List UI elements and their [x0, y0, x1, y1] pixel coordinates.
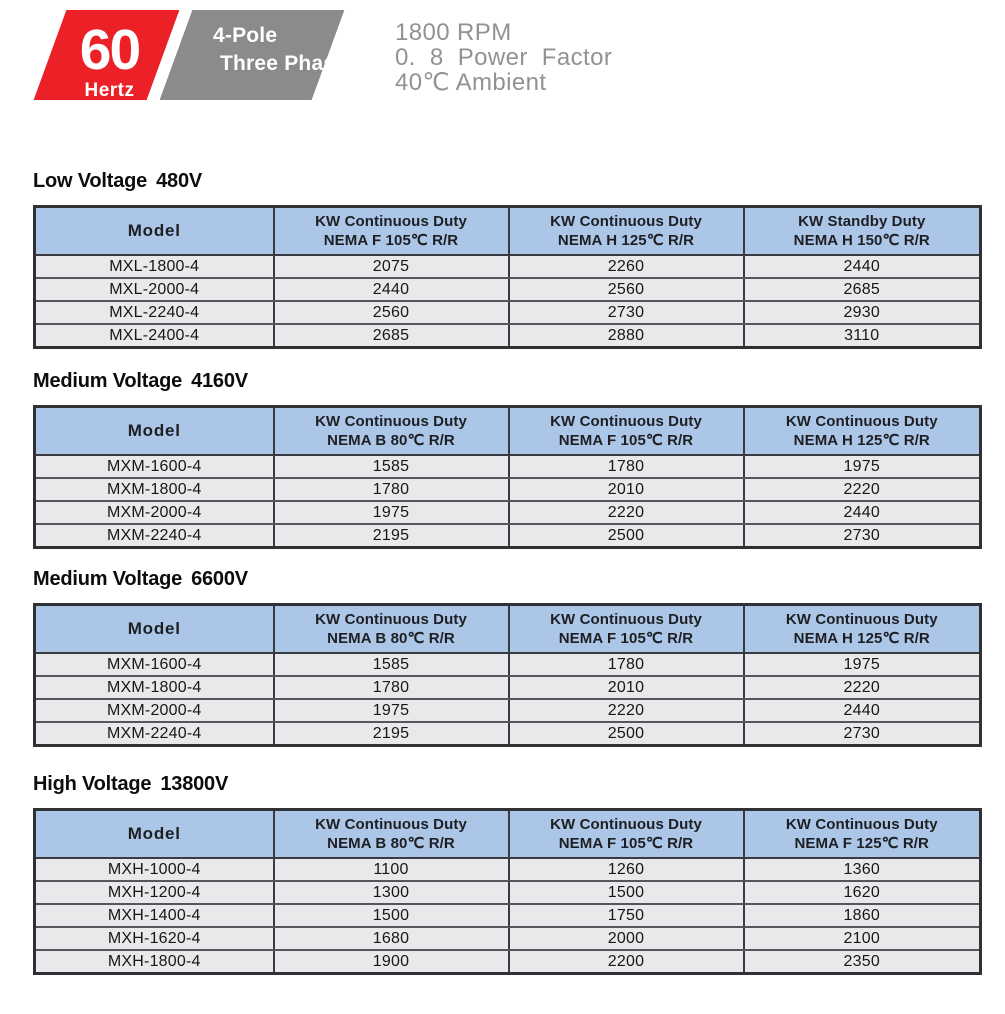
section-title-label: Low Voltage — [33, 170, 148, 192]
model-cell: MXH-1800-4 — [35, 950, 274, 974]
model-cell: MXM-1600-4 — [35, 653, 274, 676]
kw-value-cell: 1975 — [744, 653, 981, 676]
column-header: KW Continuous Duty NEMA F 105℃ R/R — [509, 407, 744, 456]
table-body — [35, 255, 981, 348]
kw-value-cell: 2440 — [274, 278, 509, 301]
kw-value-cell: 1260 — [509, 858, 744, 881]
kw-value-cell: 1780 — [274, 676, 509, 699]
kw-value-cell: 2730 — [744, 524, 981, 548]
model-cell: MXH-1400-4 — [35, 904, 274, 927]
section-title-label: Medium Voltage — [33, 568, 183, 590]
kw-value-cell: 2260 — [509, 255, 744, 278]
column-header: KW Continuous Duty NEMA F 105℃ R/R — [274, 207, 509, 256]
rpm-text: 1800 RPM — [395, 19, 512, 46]
spec-table — [33, 405, 982, 549]
table-row — [35, 324, 981, 348]
kw-value-cell: 1860 — [744, 904, 981, 927]
kw-value-cell: 1780 — [509, 653, 744, 676]
section-title-voltage: 4160V — [191, 370, 248, 392]
table-head — [35, 407, 981, 456]
model-cell: MXM-2000-4 — [35, 699, 274, 722]
section-title-voltage: 13800V — [160, 773, 229, 795]
kw-value-cell: 1900 — [274, 950, 509, 974]
spec-table — [33, 808, 982, 975]
voltage-section — [33, 773, 979, 975]
column-header: KW Continuous Duty NEMA F 105℃ R/R — [509, 605, 744, 654]
model-cell: MXH-1200-4 — [35, 881, 274, 904]
column-header-model: Model — [35, 207, 274, 256]
table-row — [35, 301, 981, 324]
table-row — [35, 278, 981, 301]
spec-table — [33, 603, 982, 747]
section-title-label: Medium Voltage — [33, 370, 183, 392]
kw-value-cell: 2440 — [744, 699, 981, 722]
table-row — [35, 501, 981, 524]
kw-value-cell: 2195 — [274, 524, 509, 548]
kw-value-cell: 2220 — [509, 699, 744, 722]
table-row — [35, 699, 981, 722]
column-header-model: Model — [35, 407, 274, 456]
kw-value-cell: 1620 — [744, 881, 981, 904]
phase-label: Three Phase — [220, 52, 348, 75]
column-header: KW Continuous Duty NEMA B 80℃ R/R — [274, 407, 509, 456]
page-header — [0, 0, 1005, 110]
table-row — [35, 722, 981, 746]
model-cell: MXM-1600-4 — [35, 455, 274, 478]
pole-label: 4-Pole — [213, 24, 278, 47]
table-header-row — [35, 407, 981, 456]
table-row — [35, 904, 981, 927]
model-cell: MXM-1800-4 — [35, 478, 274, 501]
column-header: KW Continuous Duty NEMA H 125℃ R/R — [509, 207, 744, 256]
kw-value-cell: 1100 — [274, 858, 509, 881]
column-header-model: Model — [35, 810, 274, 859]
table-row — [35, 927, 981, 950]
kw-value-cell: 1360 — [744, 858, 981, 881]
table-row — [35, 455, 981, 478]
voltage-section — [33, 170, 979, 349]
model-cell: MXL-2000-4 — [35, 278, 274, 301]
model-cell: MXM-2240-4 — [35, 524, 274, 548]
kw-value-cell: 1975 — [274, 501, 509, 524]
table-header-row — [35, 810, 981, 859]
model-cell: MXM-1800-4 — [35, 676, 274, 699]
section-title — [33, 773, 979, 796]
kw-value-cell: 1780 — [274, 478, 509, 501]
kw-value-cell: 1300 — [274, 881, 509, 904]
kw-value-cell: 1975 — [274, 699, 509, 722]
model-cell: MXL-1800-4 — [35, 255, 274, 278]
model-cell: MXM-2240-4 — [35, 722, 274, 746]
table-row — [35, 858, 981, 881]
model-cell: MXL-2400-4 — [35, 324, 274, 348]
kw-value-cell: 2560 — [274, 301, 509, 324]
column-header: KW Continuous Duty NEMA F 105℃ R/R — [509, 810, 744, 859]
frequency-unit: Hertz — [84, 80, 135, 101]
kw-value-cell: 2220 — [744, 676, 981, 699]
kw-value-cell: 2500 — [509, 722, 744, 746]
table-head — [35, 207, 981, 256]
kw-value-cell: 1500 — [274, 904, 509, 927]
section-title-voltage: 6600V — [191, 568, 248, 590]
model-cell: MXH-1000-4 — [35, 858, 274, 881]
kw-value-cell: 2730 — [744, 722, 981, 746]
kw-value-cell: 2075 — [274, 255, 509, 278]
kw-value-cell: 3110 — [744, 324, 981, 348]
frequency-value: 60 — [79, 18, 140, 82]
column-header: KW Continuous Duty NEMA F 125℃ R/R — [744, 810, 981, 859]
table-row — [35, 653, 981, 676]
kw-value-cell: 2560 — [509, 278, 744, 301]
column-header: KW Continuous Duty NEMA H 125℃ R/R — [744, 407, 981, 456]
kw-value-cell: 2100 — [744, 927, 981, 950]
kw-value-cell: 2195 — [274, 722, 509, 746]
kw-value-cell: 2220 — [509, 501, 744, 524]
model-cell: MXH-1620-4 — [35, 927, 274, 950]
kw-value-cell: 2220 — [744, 478, 981, 501]
kw-value-cell: 1680 — [274, 927, 509, 950]
ratings-summary — [395, 20, 612, 95]
column-header: KW Continuous Duty NEMA B 80℃ R/R — [274, 605, 509, 654]
kw-value-cell: 2440 — [744, 255, 981, 278]
column-header-model: Model — [35, 605, 274, 654]
section-title — [33, 568, 979, 591]
kw-value-cell: 2010 — [509, 676, 744, 699]
kw-value-cell: 2010 — [509, 478, 744, 501]
section-title-label: High Voltage — [33, 773, 152, 795]
table-row — [35, 524, 981, 548]
section-title — [33, 170, 979, 193]
table-row — [35, 881, 981, 904]
table-body — [35, 653, 981, 746]
kw-value-cell: 1780 — [509, 455, 744, 478]
table-body — [35, 455, 981, 548]
kw-value-cell: 1585 — [274, 653, 509, 676]
table-row — [35, 255, 981, 278]
kw-value-cell: 1500 — [509, 881, 744, 904]
table-row — [35, 676, 981, 699]
table-body — [35, 858, 981, 974]
ambient-text: 40℃ Ambient — [395, 69, 547, 96]
kw-value-cell: 2730 — [509, 301, 744, 324]
power-factor-text: 0. 8 Power Factor — [395, 44, 613, 71]
kw-value-cell: 2880 — [509, 324, 744, 348]
kw-value-cell: 2440 — [744, 501, 981, 524]
table-row — [35, 478, 981, 501]
kw-value-cell: 1585 — [274, 455, 509, 478]
spec-table — [33, 205, 982, 349]
frequency-badge-text — [50, 10, 163, 100]
voltage-section — [33, 568, 979, 747]
kw-value-cell: 2000 — [509, 927, 744, 950]
model-cell: MXL-2240-4 — [35, 301, 274, 324]
voltage-section — [33, 370, 979, 549]
table-head — [35, 810, 981, 859]
kw-value-cell: 2500 — [509, 524, 744, 548]
pole-phase-badge-text — [213, 22, 347, 78]
column-header: KW Continuous Duty NEMA H 125℃ R/R — [744, 605, 981, 654]
kw-value-cell: 2350 — [744, 950, 981, 974]
column-header: KW Continuous Duty NEMA B 80℃ R/R — [274, 810, 509, 859]
table-header-row — [35, 605, 981, 654]
table-head — [35, 605, 981, 654]
section-title-voltage: 480V — [156, 170, 203, 192]
kw-value-cell: 1975 — [744, 455, 981, 478]
section-title — [33, 370, 979, 393]
sections — [33, 170, 979, 975]
kw-value-cell: 2685 — [744, 278, 981, 301]
table-row — [35, 950, 981, 974]
table-header-row — [35, 207, 981, 256]
kw-value-cell: 2930 — [744, 301, 981, 324]
column-header: KW Standby Duty NEMA H 150℃ R/R — [744, 207, 981, 256]
kw-value-cell: 1750 — [509, 904, 744, 927]
model-cell: MXM-2000-4 — [35, 501, 274, 524]
kw-value-cell: 2200 — [509, 950, 744, 974]
kw-value-cell: 2685 — [274, 324, 509, 348]
